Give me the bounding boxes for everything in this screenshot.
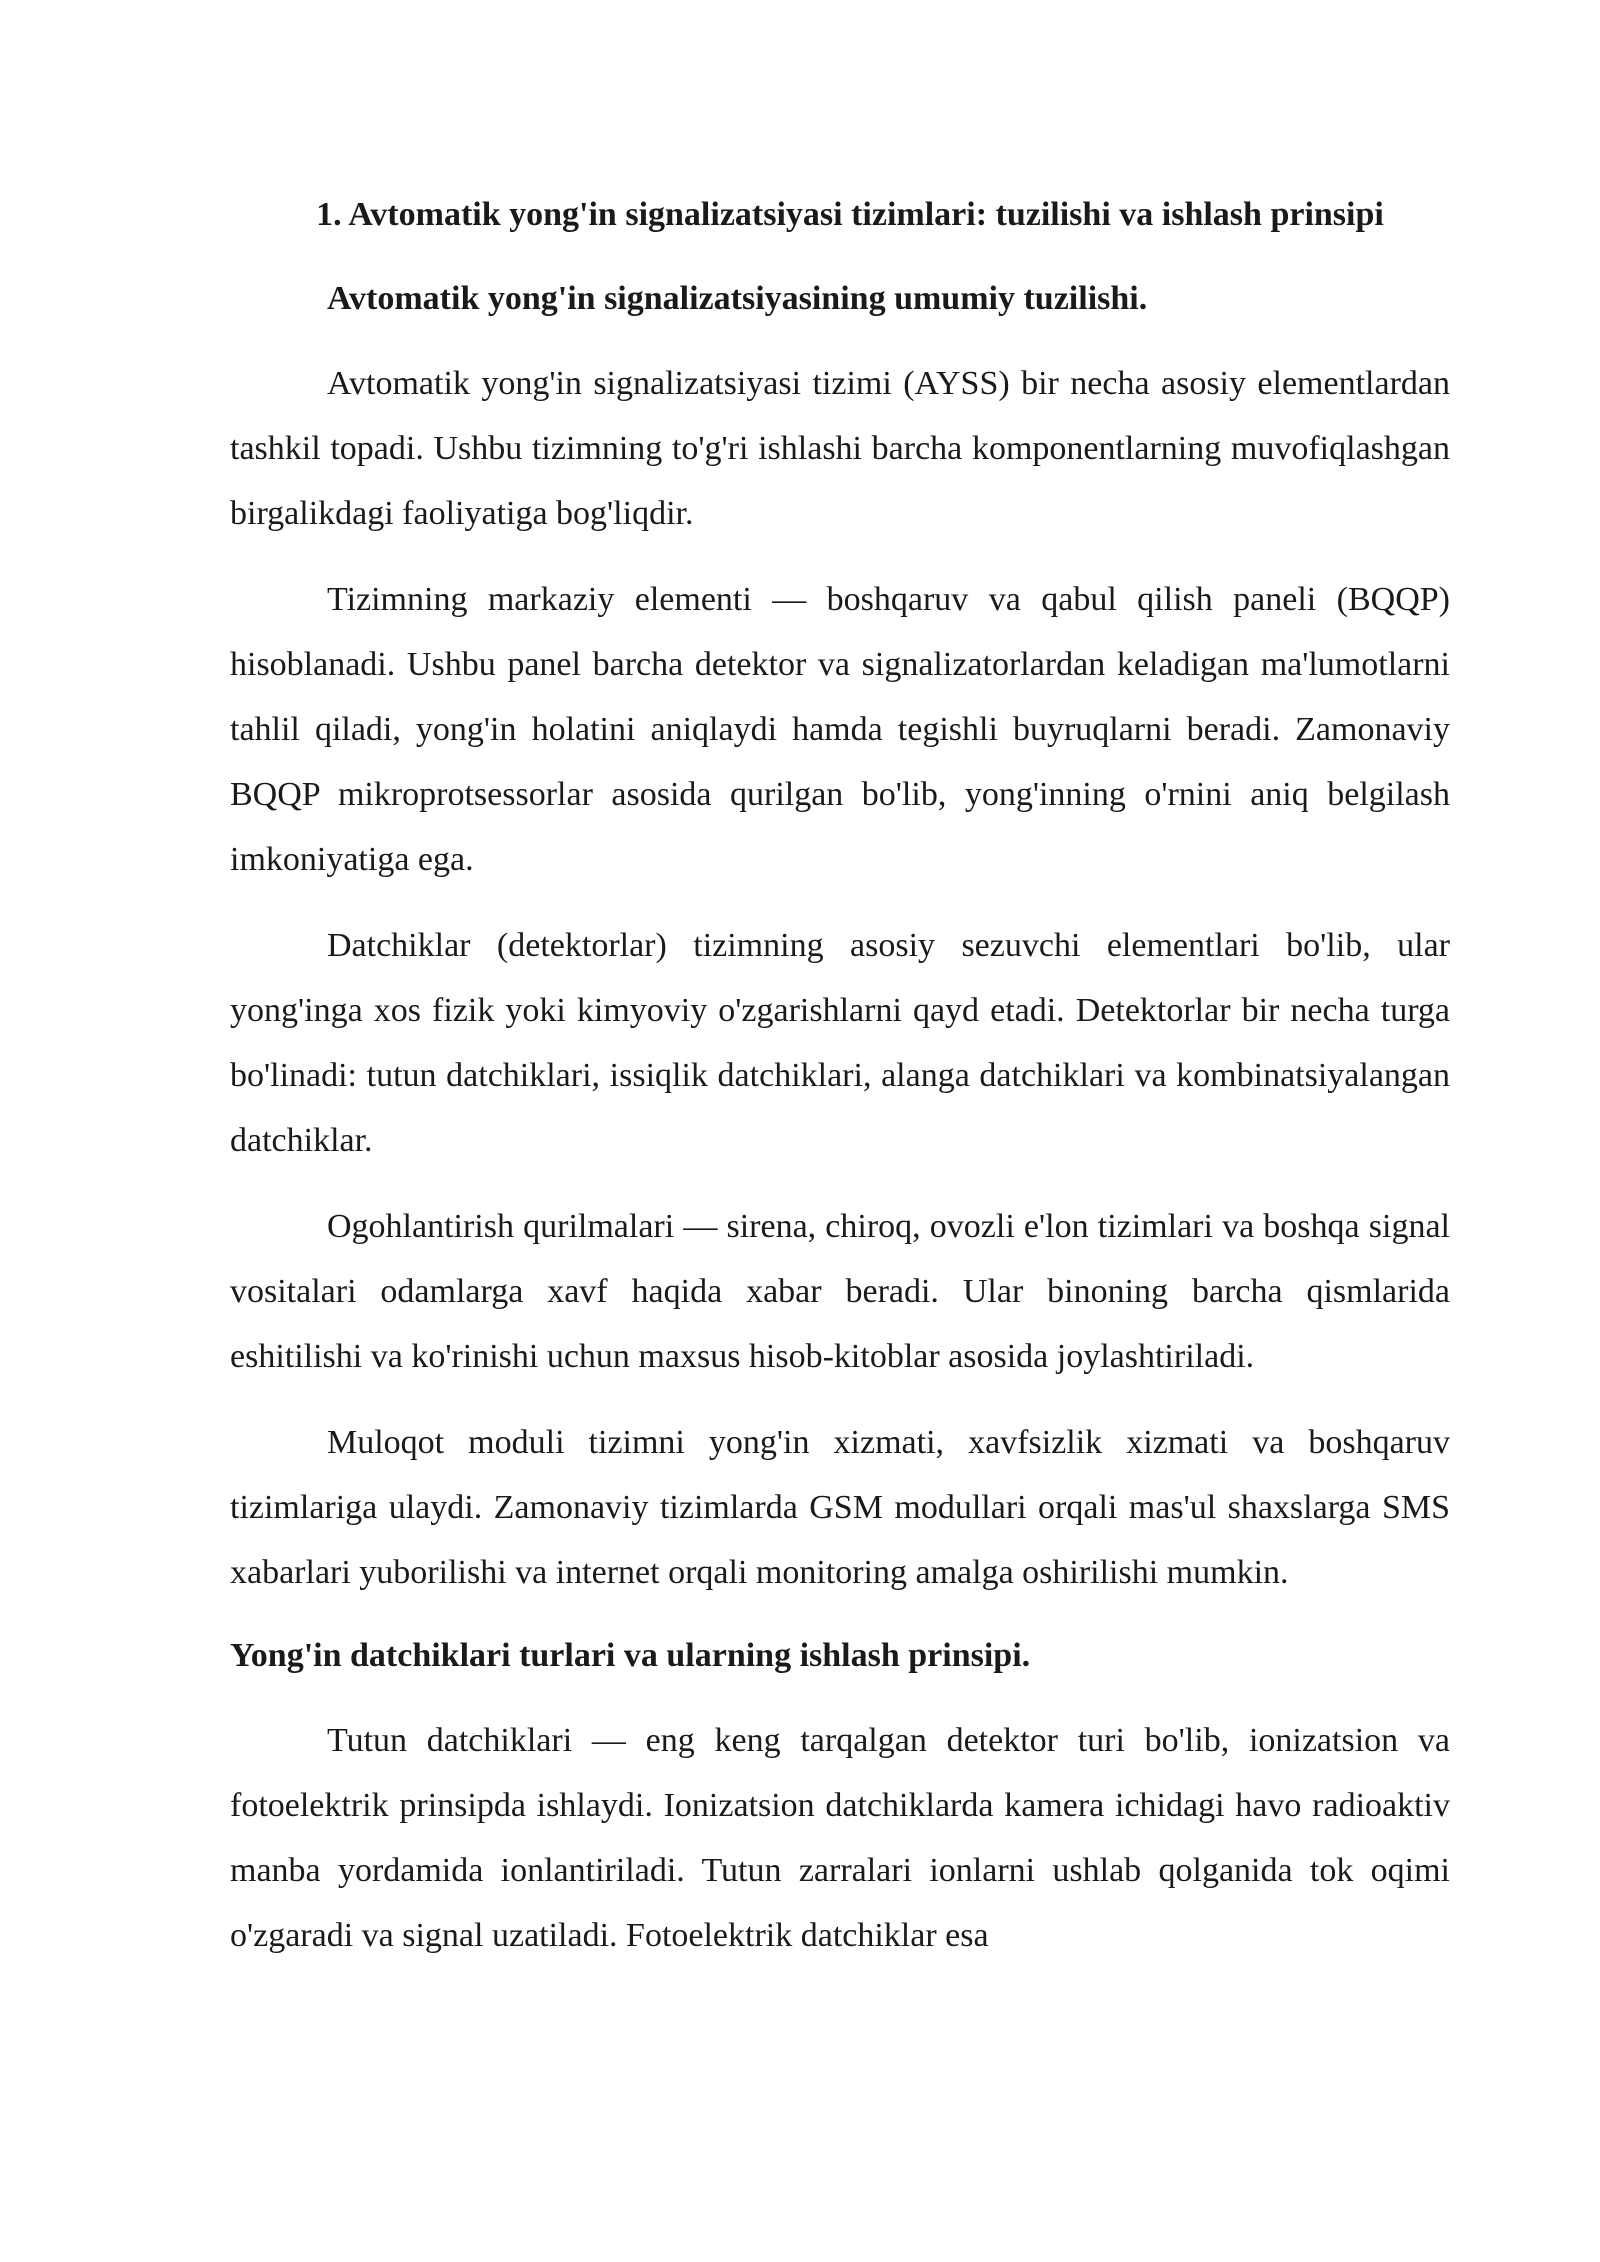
paragraph: Tizimning markaziy elementi — boshqaruv va qabul qilish paneli (BQQP) hisoblanadi. Ushbu panel barcha detektor va signalizatorlardan keladigan ma'lumotlarni tahlil qiladi, yong'in holatini aniqlaydi hamda tegishli buyruqlarni beradi. Zamonaviy BQQP mikroprotsessorlar asosida qurilgan bo'lib, yong'inning o'rnini aniq belgilash imkoniyatiga ega. [230,581,1450,878]
paragraph: Datchiklar (detektorlar) tizimning asosiy sezuvchi elementlari bo'lib, ular yong'inga xos fizik yoki kimyoviy o'zgarishlarni qayd etadi. Detektorlar bir necha turga bo'linadi: tutun datchiklari, issiqlik datchiklari, alanga datchiklari va kombinatsiyalangan datchiklar. [230,927,1450,1159]
section-heading: Yong'in datchiklari turlari va ularning ishlash prinsipi. [230,1637,1031,1674]
document-title: 1. Avtomatik yong'in signalizatsiyasi tizimlari: tuzilishi va ishlash prinsipi [316,196,1384,233]
section-heading: Avtomatik yong'in signalizatsiyasining umumiy tuzilishi. [327,280,1148,317]
paragraph: Muloqot moduli tizimni yong'in xizmati, xavfsizlik xizmati va boshqaruv tizimlariga ulaydi. Zamonaviy tizimlarda GSM modullari orqali mas'ul shaxslarga SMS xabarlari yuborilishi va internet orqali monitoring amalga oshirilishi mumkin. [230,1424,1450,1591]
paragraph: Ogohlantirish qurilmalari — sirena, chiroq, ovozli e'lon tizimlari va boshqa signal vositalari odamlarga xavf haqida xabar beradi. Ular binoning barcha qismlarida eshitilishi va ko'rinishi uchun maxsus hisob-kitoblar asosida joylashtiriladi. [230,1208,1450,1375]
document-page [230,185,1450,1989]
paragraph: Avtomatik yong'in signalizatsiyasi tizimi (AYSS) bir necha asosiy elementlardan tashkil topadi. Ushbu tizimning to'g'ri ishlashi barcha komponentlarning muvofiqlashgan birgalikdagi faoliyatiga bog'liqdir. [230,365,1450,532]
paragraph: Tutun datchiklari — eng keng tarqalgan detektor turi bo'lib, ionizatsion va fotoelektrik prinsipda ishlaydi. Ionizatsion datchiklarda kamera ichidagi havo radioaktiv manba yordamida ionlantiriladi. Tutun zarralari ionlarni ushlab qolganida tok oqimi o'zgaradi va signal uzatiladi. Fotoelektrik datchiklar esa [230,1722,1450,1954]
